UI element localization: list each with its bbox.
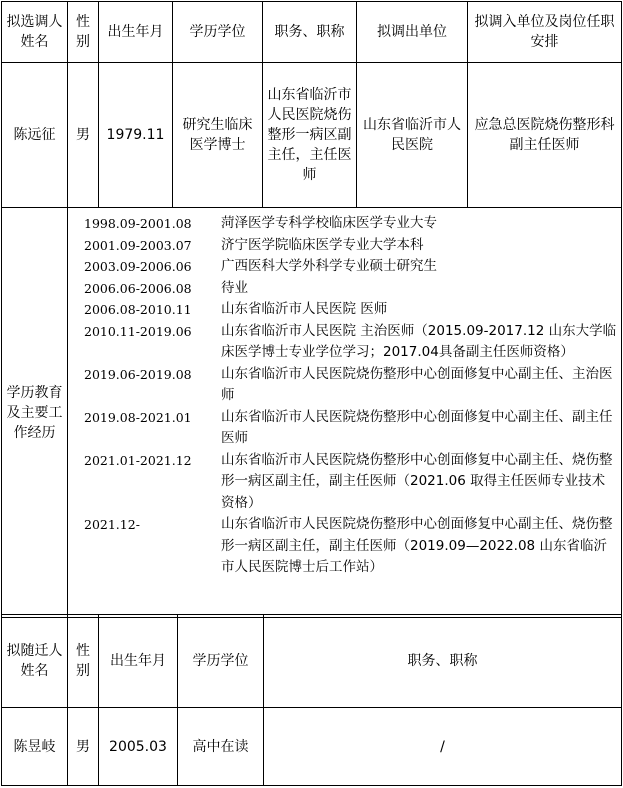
family-birth: 2005.03: [99, 708, 178, 786]
family-header-education: 学历学位: [178, 615, 264, 708]
header-from-unit: 拟调出单位: [357, 2, 468, 63]
family-header-gender: 性别: [68, 615, 99, 708]
transfer-candidate-table: [1, 1, 622, 618]
resume-date: 2019.06-2019.08: [84, 366, 192, 382]
header-name: 拟选调人姓名: [2, 2, 68, 63]
resume-list: [68, 208, 622, 618]
resume-desc: 广西医科大学外科学专业硕士研究生: [221, 258, 437, 274]
resume-entry: [78, 321, 617, 364]
candidate-to-unit: 应急总医院烧伤整形科副主任医师: [468, 63, 622, 208]
resume-date: 2006.06-2006.08: [84, 280, 192, 296]
resume-date: 2001.09-2003.07: [84, 237, 192, 253]
header-gender: 性别: [68, 2, 99, 63]
family-education: 高中在读: [178, 708, 264, 786]
resume-entry: [78, 364, 617, 407]
candidate-row: [2, 63, 622, 208]
resume-desc: 山东省临沂市人民医院 主治医师（2015.09-2017.12 山东大学临床医学博士专业学位学习；2017.04具备副主任医师资格）: [221, 322, 617, 360]
resume-date: 2003.09-2006.06: [84, 259, 192, 274]
resume-entry: [78, 213, 617, 235]
resume-entry: [78, 514, 617, 579]
header-row: [2, 2, 622, 63]
resume-desc: 山东省临沂市人民医院烧伤整形中心创面修复中心副主任、副主任医师: [221, 408, 613, 446]
candidate-education: 研究生临床医学博士: [173, 63, 263, 208]
family-row: [2, 708, 622, 786]
family-header-birth: 出生年月: [99, 615, 178, 708]
family-gender: 男: [68, 708, 99, 786]
family-header-position: 职务、职称: [264, 615, 622, 708]
candidate-name: 陈远征: [2, 63, 68, 208]
resume-entry: [78, 235, 617, 257]
resume-entry: [78, 256, 617, 278]
resume-entry: [78, 450, 617, 515]
candidate-birth: 1979.11: [99, 63, 173, 208]
resume-desc: 山东省临沂市人民医院 医师: [221, 301, 388, 317]
resume-entry: [78, 278, 617, 300]
header-birth: 出生年月: [99, 2, 173, 63]
resume-row: [2, 208, 622, 618]
header-position: 职务、职称: [263, 2, 357, 63]
family-header-row: [2, 615, 622, 708]
resume-desc: 山东省临沂市人民医院烧伤整形中心创面修复中心副主任、烧伤整形一病区副主任，副主任医师（2021.06 取得主任医师专业技术资格）: [221, 451, 613, 511]
resume-date: 2021.01-2021.12: [84, 452, 192, 468]
header-to-unit: 拟调入单位及岗位任职安排: [468, 2, 622, 63]
resume-desc: 菏泽医学专科学校临床医学专业大专: [221, 215, 437, 231]
resume-date: 2019.08-2021.01: [84, 409, 192, 425]
resume-date: 2006.08-2010.11: [84, 302, 192, 317]
family-position: /: [264, 708, 622, 786]
family-member-table: [1, 614, 622, 786]
resume-entry: [78, 407, 617, 450]
candidate-position: 山东省临沂市人民医院烧伤整形一病区副主任，主任医师: [263, 63, 357, 208]
family-header-name: 拟随迁人姓名: [2, 615, 68, 708]
resume-date: 2021.12-: [84, 517, 140, 532]
resume-desc: 山东省临沂市人民医院烧伤整形中心创面修复中心副主任、烧伤整形一病区副主任，副主任医师（2019.09—2022.08 山东省临沂市人民医院博士后工作站）: [221, 516, 613, 575]
candidate-from-unit: 山东省临沂市人民医院: [357, 63, 468, 208]
resume-desc: 济宁医学院临床医学专业大学本科: [221, 236, 424, 253]
resume-label: 学历教育及主要工作经历: [2, 208, 68, 618]
resume-date: 1998.09-2001.08: [84, 216, 192, 231]
resume-entry: [78, 299, 617, 321]
header-education: 学历学位: [173, 2, 263, 63]
resume-desc: 山东省临沂市人民医院烧伤整形中心创面修复中心副主任、主治医师: [221, 365, 613, 403]
candidate-gender: 男: [68, 63, 99, 208]
family-name: 陈昱岐: [2, 708, 68, 786]
resume-date: 2010.11-2019.06: [84, 323, 192, 339]
resume-desc: 待业: [221, 279, 248, 296]
